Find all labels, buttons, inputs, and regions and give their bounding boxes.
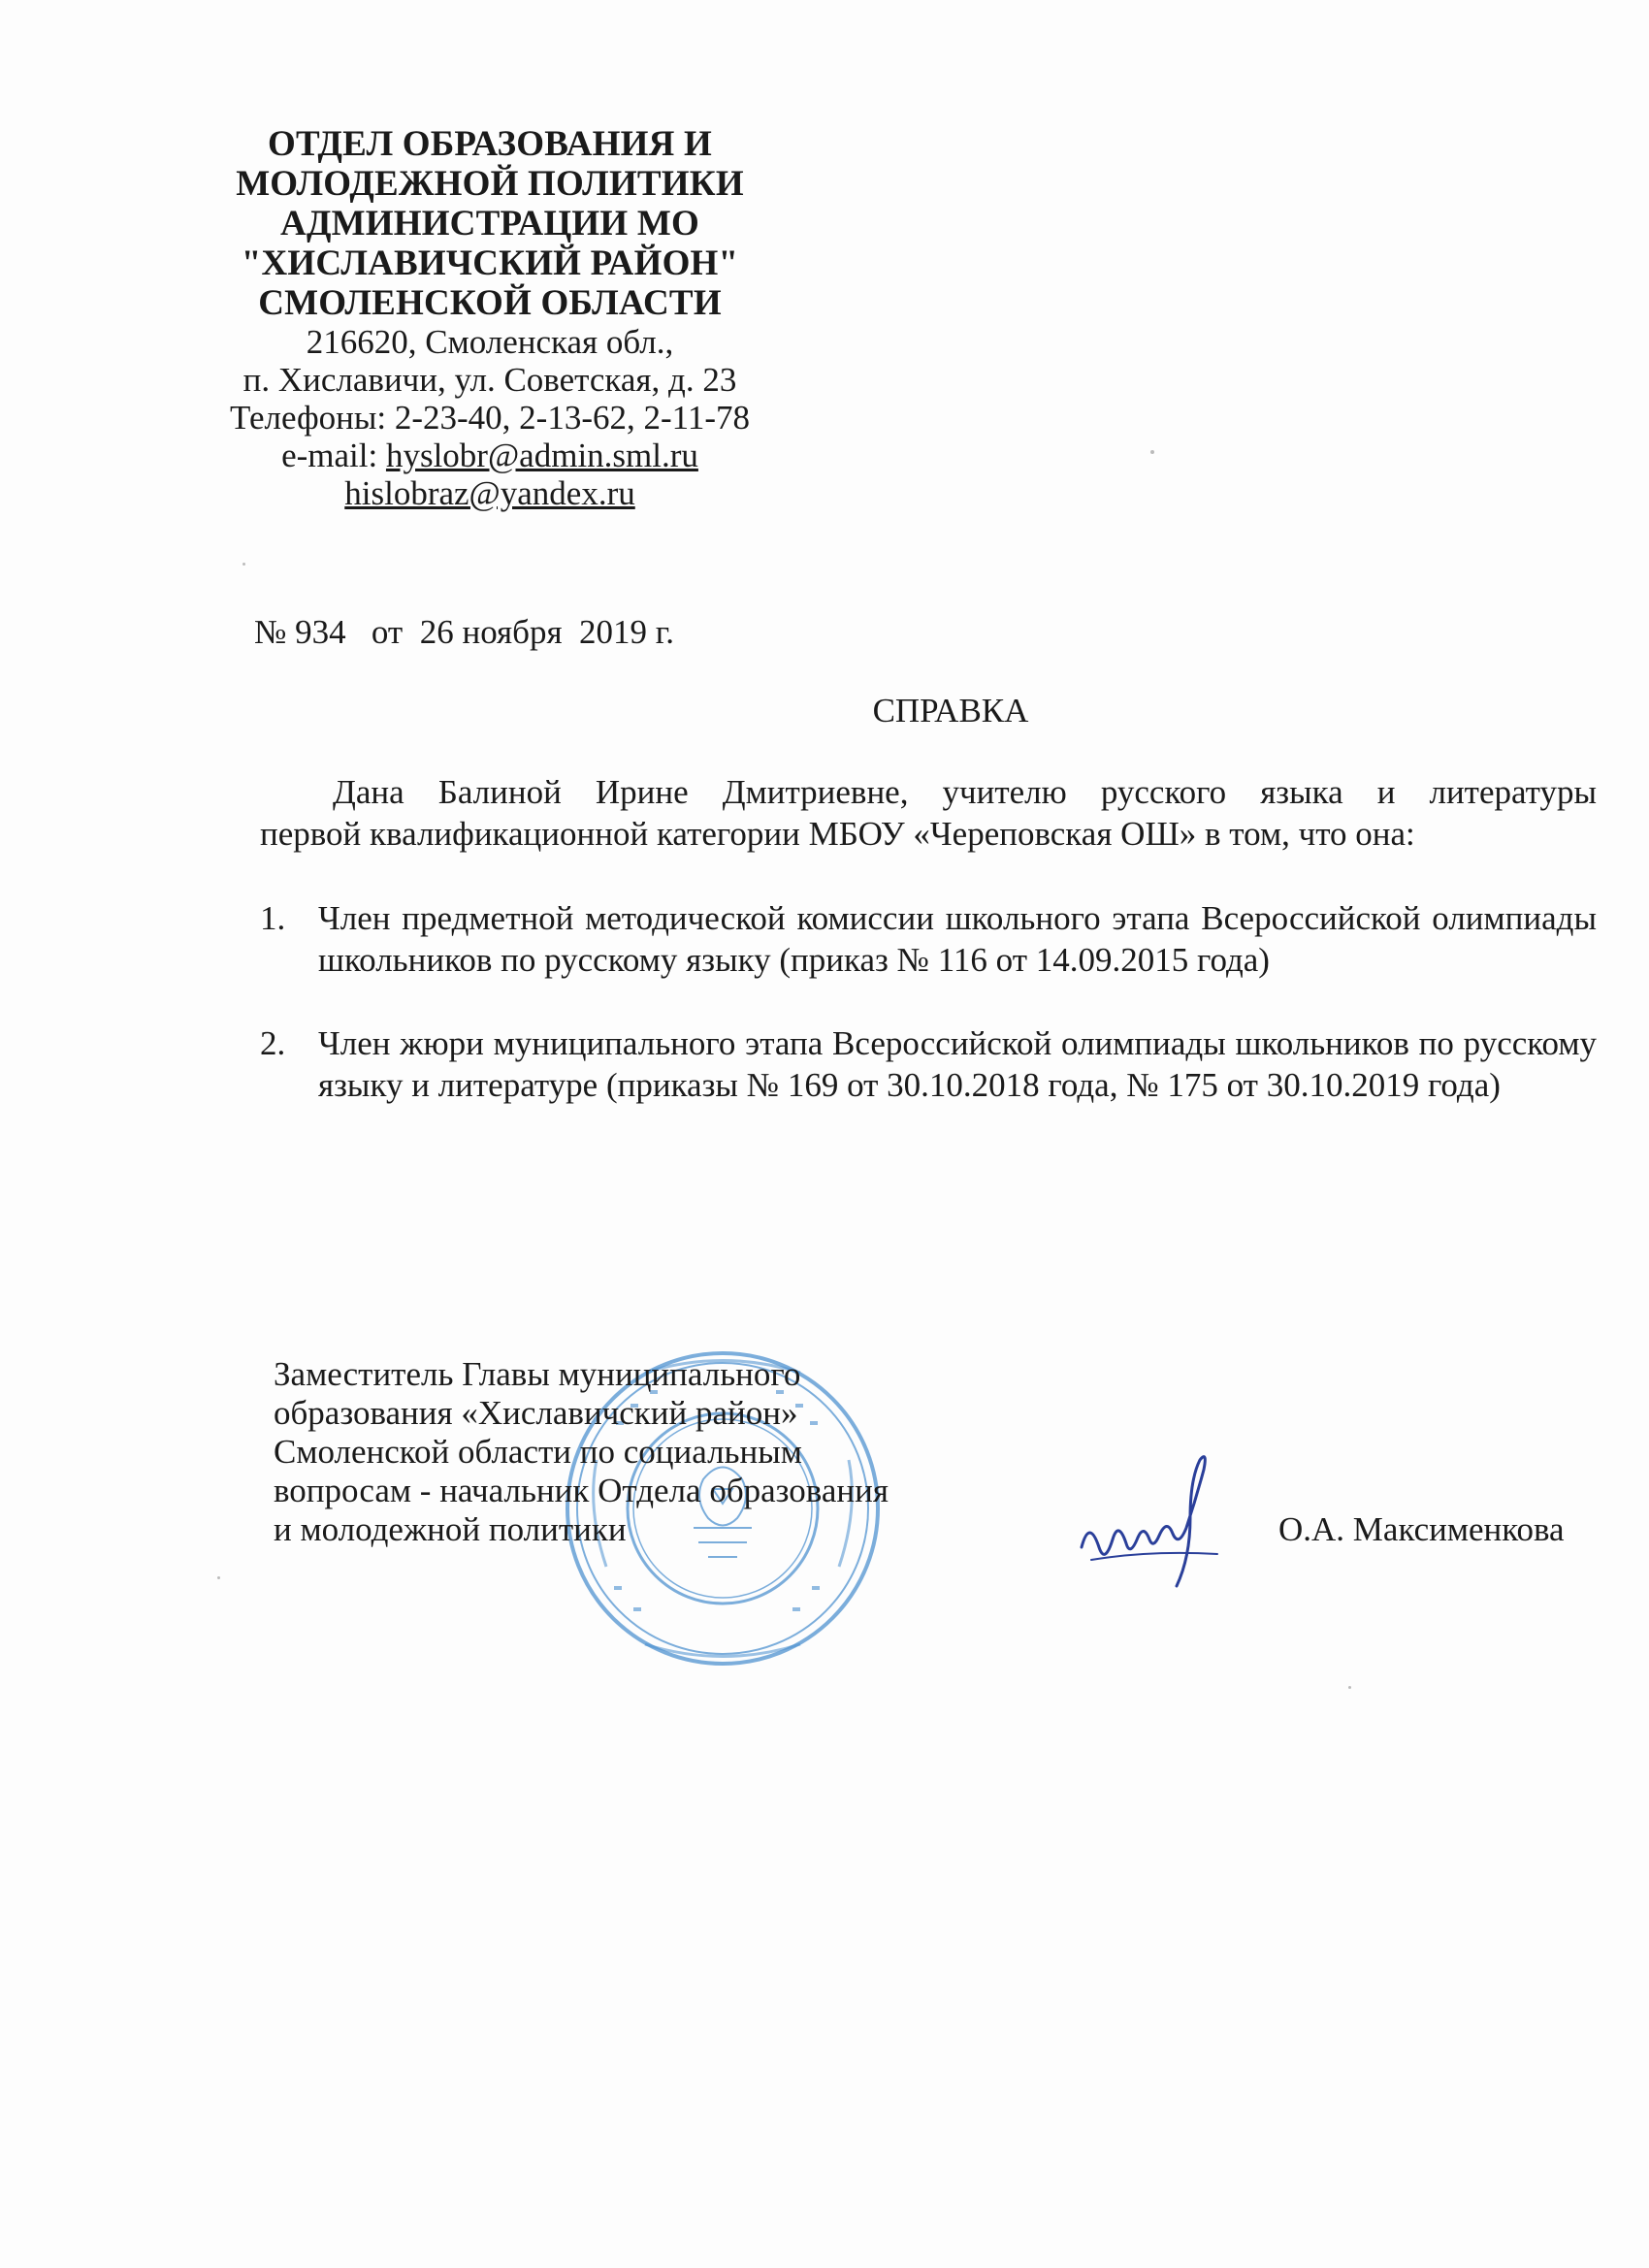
email-link-primary[interactable]: hyslobr@admin.sml.ru	[385, 437, 698, 474]
list-item-number: 2.	[260, 1024, 286, 1062]
scan-speck	[1348, 1686, 1351, 1689]
scan-speck	[217, 1576, 220, 1579]
letterhead	[189, 124, 791, 512]
phones-line: Телефоны: 2-23-40, 2-13-62, 2-11-78	[229, 399, 751, 437]
document-number: № 934 от 26 ноября 2019 г.	[254, 613, 674, 651]
email-line-secondary	[189, 474, 791, 512]
list-item-number: 1.	[260, 899, 286, 937]
org-name-line: "ХИСЛАВИЧСКИЙ РАЙОН"	[241, 243, 739, 283]
list-item	[260, 1022, 1597, 1106]
position-line: Заместитель Главы муниципального	[274, 1355, 801, 1393]
org-name-line: ОТДЕЛ ОБРАЗОВАНИЯ И	[268, 124, 712, 164]
list-item-text: Член жюри муниципального этапа Всероссийской олимпиады школьников по русскому языку и литературе (приказы № 169 от 30.10.2018 года, № 175 от 30.10.2019 года)	[318, 1024, 1597, 1104]
scan-speck	[242, 563, 245, 566]
position-line: Смоленской области по социальным	[274, 1433, 802, 1471]
scan-speck	[1150, 450, 1154, 454]
intro-line: Дана Балиной Ирине Дмитриевне, учителю русского языка и литературы	[333, 773, 1597, 811]
position-line: и молодежной политики	[274, 1510, 627, 1548]
address-line: 216620, Смоленская обл.,	[306, 323, 674, 361]
address-line: п. Хиславичи, ул. Советская, д. 23	[242, 361, 737, 399]
org-name-line: АДМИНИСТРАЦИИ МО	[280, 204, 699, 243]
org-name-line: СМОЛЕНСКОЙ ОБЛАСТИ	[258, 283, 722, 323]
facts-list	[260, 897, 1597, 1148]
list-item	[260, 897, 1597, 981]
org-name-line: МОЛОДЕЖНОЙ ПОЛИТИКИ	[236, 164, 744, 204]
position-line: образования «Хиславичский район»	[274, 1394, 798, 1432]
email-link-secondary[interactable]: hislobraz@yandex.ru	[344, 474, 635, 512]
position-line: вопросам - начальник Отдела образования	[274, 1472, 889, 1509]
intro-paragraph	[260, 771, 1645, 855]
intro-line: первой квалификационной категории МБОУ «Череповская ОШ» в том, что она:	[260, 815, 1415, 853]
signatory-name: О.А. Максименкова	[1278, 1510, 1565, 1548]
list-item-text: Член предметной методической комиссии школьного этапа Всероссийской олимпиады школьников по русскому языку (приказ № 116 от 14.09.2015 года)	[318, 899, 1597, 979]
email-line	[189, 437, 791, 474]
document-title: СПРАВКА	[872, 692, 1029, 729]
handwritten-signature	[1072, 1455, 1246, 1601]
signatory-position	[274, 1355, 1011, 1549]
email-label: e-mail:	[281, 437, 386, 474]
